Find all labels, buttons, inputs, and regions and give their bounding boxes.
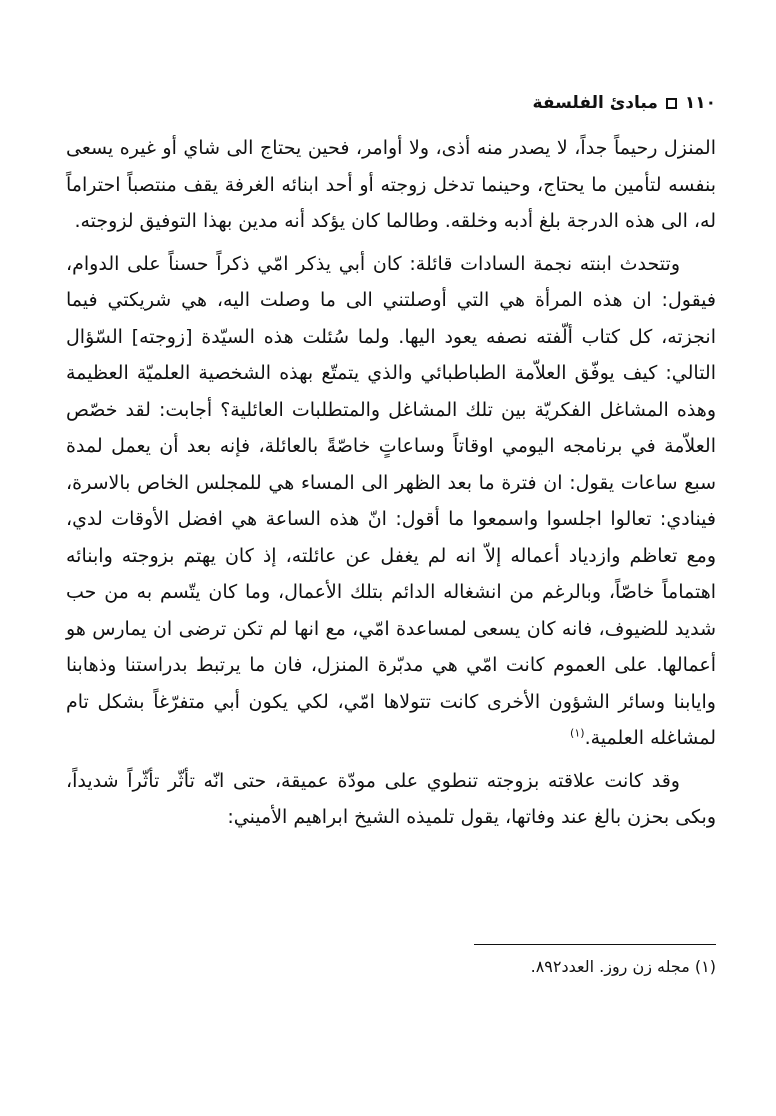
paragraph-continuation xyxy=(66,130,716,240)
footnote-divider xyxy=(474,944,716,945)
paragraph-text: وتتحدث ابنته نجمة السادات قائلة: كان أبي يذكر امّي ذكراً حسناً على الدوام، فيقول: ان هذه المرأة هي التي أوصلتني الى ما وصلت اليه، هي شريكتي فيما انجزته، كل كتاب ألّفته نصفه يعود اليها. ولما سُئلت هذه السيّدة [زوجته] السّؤال التالي: كيف يوفّق العلاّمة الطباطبائي والذي يتمتّع بهذه الشخصية العلميّة العظيمة وهذه المشاغل الفكريّة بين تلك المشاغل والمتطلبات العائلية؟ أجابت: لقد خصّص العلاّمة في برنامجه اليومي اوقاتاً وساعاتٍ خاصّةً بالعائلة، فإنه بعد أن يعمل لمدة سبع ساعات يقول: ان فترة ما بعد الظهر الى المساء هي للمجلس الخاص بالاسرة، فينادي: تعالوا اجلسوا واسمعوا ما أقول: انّ هذه الساعة هي افضل الأوقات لدي، ومع تعاظم وازدياد أعماله إلاّ انه لم يغفل عن عائلته، إذ كان يهتم بزوجته وابنائه اهتماماً خاصّاً، وبالرغم من انشغاله الدائم بتلك الأعمال، وما كان يتّسم به من حب شديد للضيوف، فانه كان يسعى لمساعدة امّي، مع انها لم تكن ترضى ان يمارس هو أعمالها. على العموم كانت امّي هي مدبّرة المنزل، فان ما يرتبط بدراستنا وذهابنا وايابنا وسائر الشؤون الأخرى كانت تتولاها امّي، لكي يكون أبي متفرّغاً بشكل تام لمشاغله العلمية. xyxy=(66,252,716,749)
running-header xyxy=(60,88,716,118)
footnote-reference: (١) xyxy=(570,726,585,740)
footnote: (١) مجله زن روز. العدد٨٩٢. xyxy=(530,957,716,976)
paragraph-text: المنزل رحيماً جداً، لا يصدر منه أذى، ولا أوامر، فحين يحتاج الى شاي أو غيره يسعى بنفسه لتأمين ما يحتاج، وحينما تدخل زوجته أو أحد ابنائه الغرفة يقف منتصباً احتراماً له، الى هذه الدرجة بلغ أدبه وخلقه. وطالما كان يؤكد أنه مدين بهذا التوفيق لزوجته. xyxy=(66,137,716,232)
paragraph-text: وقد كانت علاقته بزوجته تنطوي على مودّة عميقة، حتى انّه تأثّر تأثّراً شديداً، وبكى بحزن بالغ عند وفاتها، يقول تلميذه الشيخ ابراهيم الأميني: xyxy=(66,769,716,828)
main-text xyxy=(66,130,716,836)
square-ornament-icon xyxy=(666,98,677,109)
book-title: مبادئ الفلسفة xyxy=(532,93,658,113)
paragraph-daughter-quote xyxy=(66,246,716,757)
paragraph-relationship xyxy=(66,763,716,836)
page-number: ١١٠ xyxy=(684,93,716,113)
